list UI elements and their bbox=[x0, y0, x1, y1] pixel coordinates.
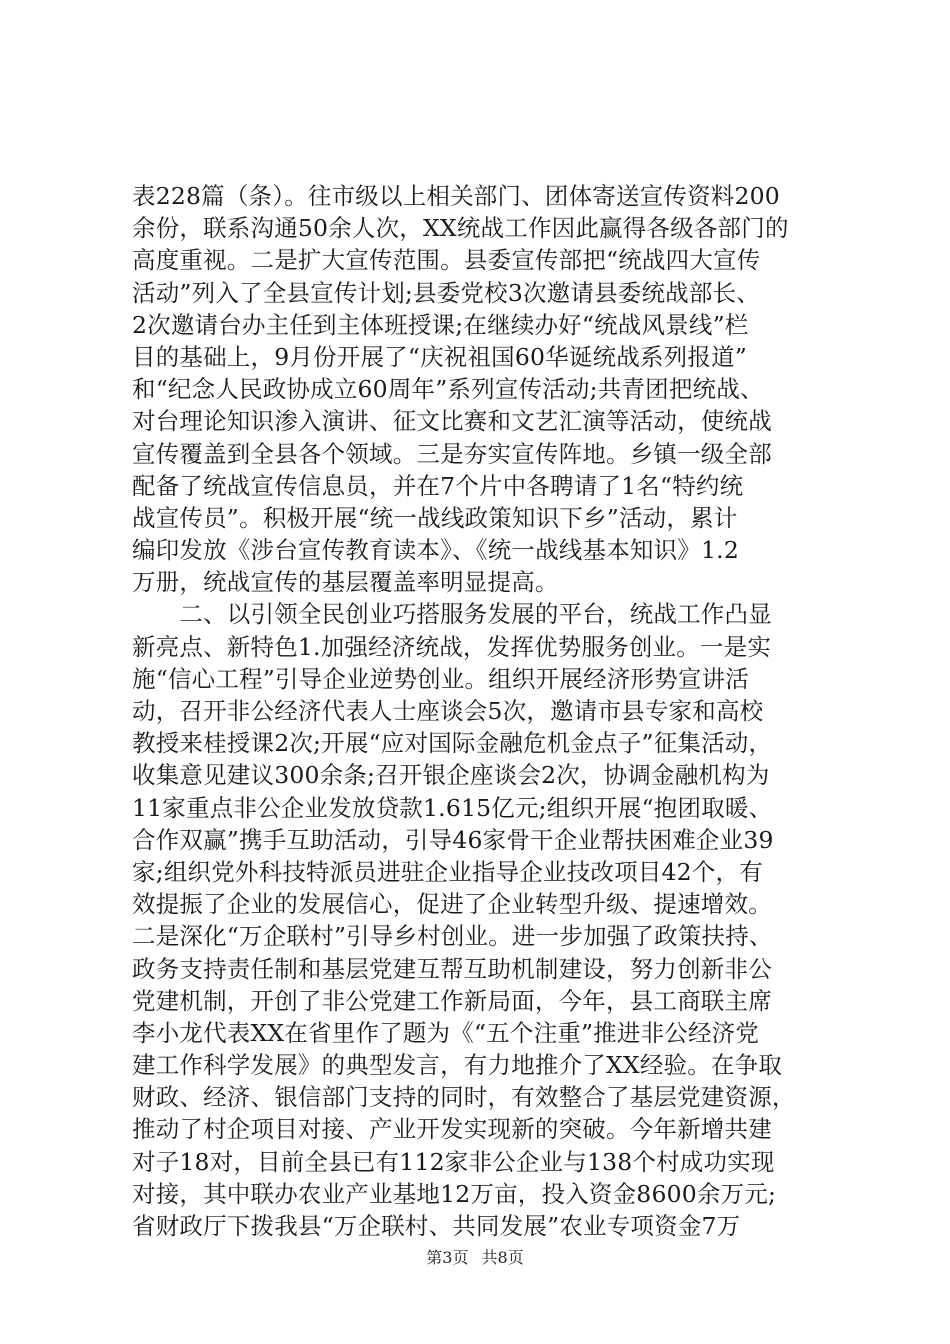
text-line: 二是深化“万企联村”引导乡村创业。进一步加强了政策扶持、 bbox=[132, 922, 773, 951]
text-line: 新亮点、新特色1.加强经济统战，发挥优势服务创业。一是实 bbox=[132, 632, 772, 661]
text-line: 推动了村企项目对接、产业开发实现新的突破。今年新增共建 bbox=[132, 1115, 772, 1144]
text-line: 2次邀请台办主任到主体班授课;在继续办好“统战风景线”栏 bbox=[132, 310, 749, 339]
text-line: 合作双赢”携手互助活动，引导46家骨干企业帮扶困难企业39 bbox=[132, 825, 774, 854]
text-line: 宣传覆盖到全县各个领域。三是夯实宣传阵地。乡镇一级全部 bbox=[132, 439, 772, 468]
text-line: 11家重点非公企业发放贷款1.615亿元;组织开展“抱团取暖、 bbox=[132, 793, 773, 822]
text-line: 和“纪念人民政协成立60周年”系列宣传活动;共青团把统战、 bbox=[132, 375, 764, 404]
text-line: 万册，统战宣传的基层覆盖率明显提高。 bbox=[132, 568, 559, 597]
page-total: 共8页 bbox=[481, 1248, 524, 1267]
text-line: 目的基础上，9月份开展了“庆祝祖国60华诞统战系列报道” bbox=[132, 342, 747, 371]
page-number: 第3页 bbox=[426, 1248, 469, 1267]
document-body bbox=[132, 180, 832, 1242]
text-line: 李小龙代表XX在省里作了题为《“五个注重”推进非公经济党 bbox=[132, 1018, 760, 1047]
text-line: 余份，联系沟通50余人次，XX统战工作因此赢得各级各部门的 bbox=[132, 214, 789, 243]
text-line: 省财政厅下拨我县“万企联村、共同发展”农业专项资金7万 bbox=[132, 1212, 741, 1240]
text-line: 编印发放《涉台宣传教育读本》、《统一战线基本知识》1.2 bbox=[132, 536, 739, 565]
text-line: 教授来桂授课2次;开展“应对国际金融危机金点子”征集活动， bbox=[132, 729, 773, 758]
page-footer bbox=[0, 1245, 950, 1268]
text-line: 动，召开非公经济代表人士座谈会5次，邀请市县专家和高校 bbox=[132, 697, 764, 725]
text-line: 表228篇（条）。往市级以上相关部门、团体寄送宣传资料200 bbox=[132, 182, 780, 210]
text-line: 政务支持责任制和基层党建互帮互助机制建设，努力创新非公 bbox=[132, 954, 772, 983]
text-line: 战宣传员”。积极开展“统一战线政策知识下乡”活动，累计 bbox=[132, 503, 738, 532]
text-line: 对台理论知识渗入演讲、征文比赛和文艺汇演等活动，使统战 bbox=[132, 407, 772, 436]
text-line: 建工作科学发展》的典型发言，有力地推介了XX经验。在争取 bbox=[132, 1051, 783, 1080]
text-line: 高度重视。二是扩大宣传范围。县委宣传部把“统战四大宣传 bbox=[132, 246, 761, 275]
text-line: 效提振了企业的发展信心，促进了企业转型升级、提速增效。 bbox=[132, 890, 772, 919]
text-line: 对子18对，目前全县已有112家非公企业与138个村成功实现 bbox=[132, 1147, 775, 1176]
text-line: 财政、经济、银信部门支持的同时，有效整合了基层党建资源， bbox=[132, 1083, 796, 1112]
text-line: 施“信心工程”引导企业逆势创业。组织开展经济形势宣讲活 bbox=[132, 664, 749, 693]
text-line: 党建机制，开创了非公党建工作新局面，今年，县工商联主席 bbox=[132, 986, 772, 1015]
text-line: 活动”列入了全县宣传计划;县委党校3次邀请县委统战部长、 bbox=[132, 278, 760, 307]
text-line: 收集意见建议300余条;召开银企座谈会2次，协调金融机构为 bbox=[132, 761, 770, 790]
text-line: 家;组织党外科技特派员进驻企业指导企业技改项目42个，有 bbox=[132, 857, 763, 886]
text-line: 配备了统战宣传信息员，并在7个片中各聘请了1名“特约统 bbox=[132, 471, 744, 500]
text-line: 对接，其中联办农业产业基地12万亩，投入资金8600余万元; bbox=[132, 1179, 777, 1208]
text-line: 二、以引领全民创业巧搭服务发展的平台，统战工作凸显 bbox=[132, 600, 772, 629]
